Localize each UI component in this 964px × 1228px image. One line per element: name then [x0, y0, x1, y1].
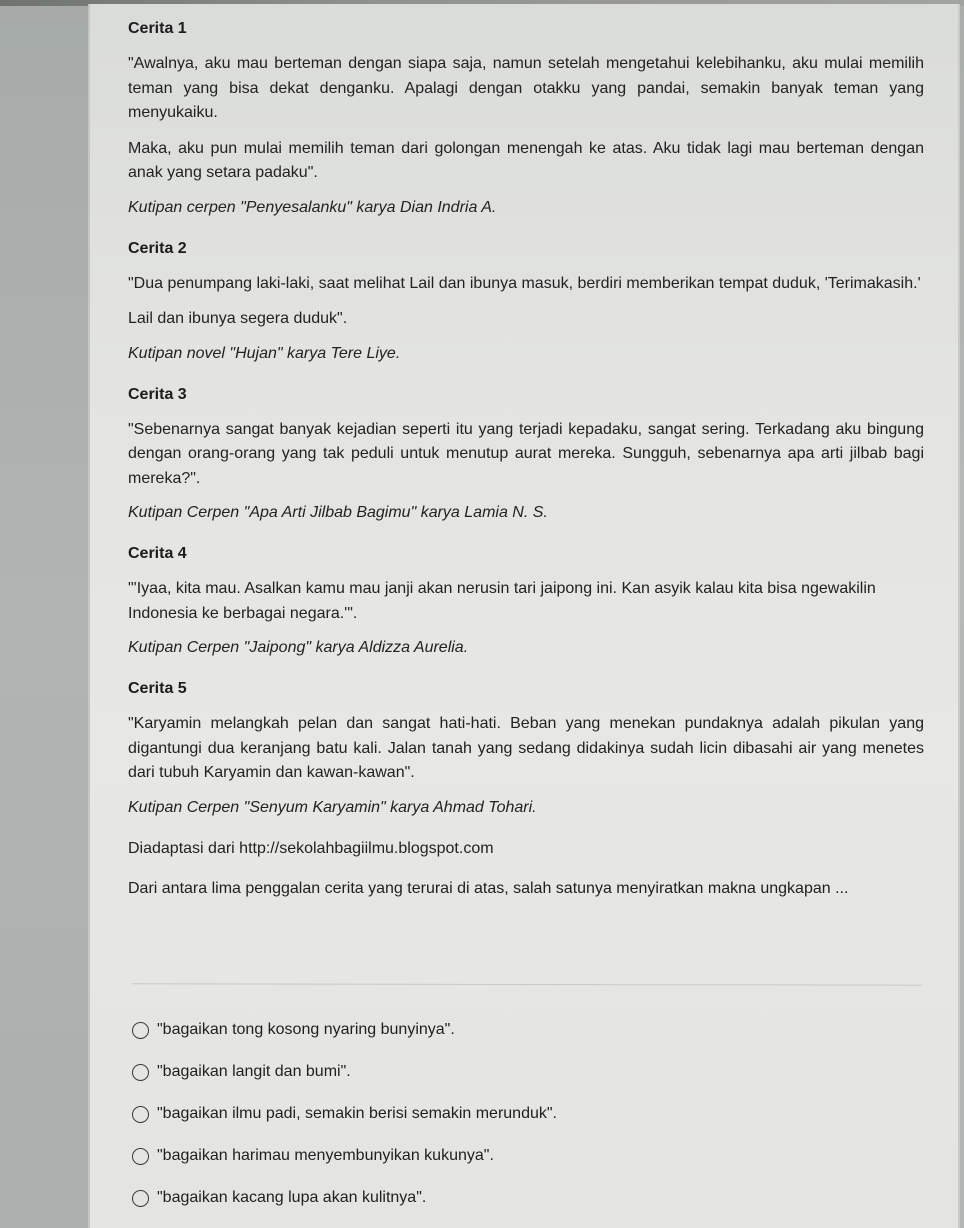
question-divider: [132, 983, 922, 985]
story-title: Cerita 5: [128, 680, 187, 697]
story-title: Cerita 2: [128, 239, 187, 257]
answer-option-2[interactable]: [132, 1051, 832, 1093]
answer-option-5[interactable]: [132, 1177, 832, 1219]
story-title: Cerita 1: [128, 20, 187, 37]
story-paragraph: "'Iyaa, kita mau. Asalkan kamu mau janji akan nerusin tari jaipong ini. Kan asyik kalau kita bisa ngewakilin Indonesia ke berbagai negara.'".: [128, 580, 876, 622]
story-citation: Kutipan novel "Hujan" karya Tere Liye.: [128, 344, 401, 362]
radio-button-icon[interactable]: [132, 1064, 149, 1081]
story-paragraph: "Dua penumpang laki-laki, saat melihat Lail dan ibunya masuk, berdiri memberikan tempat duduk, 'Terimakasih.': [128, 274, 921, 292]
answer-option-label: "bagaikan langit dan bumi".: [157, 1063, 351, 1080]
radio-button-icon[interactable]: [132, 1190, 149, 1207]
story-paragraph: Maka, aku pun mulai memilih teman dari golongan menengah ke atas. Aku tidak lagi mau berteman dengan anak yang setara padaku".: [128, 139, 924, 181]
answer-option-label: "bagaikan ilmu padi, semakin berisi semakin merunduk".: [157, 1105, 557, 1122]
story-paragraph: "Sebenarnya sangat banyak kejadian seperti itu yang terjadi kepadaku, sangat sering. Terkadang aku bingung dengan orang-orang yang tak peduli untuk menutup aurat mereka. Sungguh, sebenarnya apa arti jilbab bagi mereka?".: [128, 420, 924, 487]
radio-button-icon[interactable]: [132, 1106, 149, 1123]
answer-option-3[interactable]: [132, 1093, 832, 1135]
source-attribution: Diadaptasi dari http://sekolahbagiilmu.blogspot.com: [128, 839, 494, 857]
story-title: Cerita 3: [128, 385, 187, 403]
question-prompt: Dari antara lima penggalan cerita yang terurai di atas, salah satunya menyiratkan makna ungkapan ...: [128, 879, 849, 897]
story-citation: Kutipan Cerpen "Jaipong" karya Aldizza Aurelia.: [128, 639, 469, 656]
radio-button-icon[interactable]: [132, 1148, 149, 1165]
answer-options: [132, 1009, 832, 1219]
story-2: [128, 238, 924, 365]
story-citation: Kutipan Cerpen "Apa Arti Jilbab Bagimu" karya Lamia N. S.: [128, 504, 548, 521]
question-content: [128, 18, 924, 900]
story-title: Cerita 4: [128, 545, 187, 562]
answer-option-label: "bagaikan kacang lupa akan kulitnya".: [157, 1189, 427, 1206]
story-citation: Kutipan cerpen "Penyesalanku" karya Dian Indria A.: [128, 198, 497, 216]
story-paragraph: "Karyamin melangkah pelan dan sangat hati-hati. Beban yang menekan pundaknya adalah pikulan yang digantungi dua keranjang batu kali. Jalan tanah yang sedang didakinya sudah licin dibasahi air yang menetes dari tubuh Karyamin dan kawan-kawan".: [128, 715, 924, 781]
quiz-question-panel: [88, 4, 960, 1228]
radio-button-icon[interactable]: [132, 1022, 149, 1039]
story-4: [128, 543, 924, 659]
answer-option-1[interactable]: [132, 1009, 832, 1051]
story-paragraph: "Awalnya, aku mau berteman dengan siapa saja, namun setelah mengetahui kelebihanku, aku mulai memilih teman yang bisa dekat denganku. Apalagi dengan otakku yang pandai, semakin banyak teman yang menyukaiku.: [128, 55, 924, 121]
story-paragraph: Lail dan ibunya segera duduk".: [128, 310, 348, 327]
answer-option-label: "bagaikan harimau menyembunyikan kukunya".: [157, 1147, 494, 1164]
answer-option-label: "bagaikan tong kosong nyaring bunyinya".: [157, 1021, 455, 1038]
story-5: [128, 678, 924, 819]
story-1: [128, 18, 924, 219]
left-page-margin: [0, 6, 88, 1228]
story-3: [128, 384, 924, 525]
story-citation: Kutipan Cerpen "Senyum Karyamin" karya Ahmad Tohari.: [128, 798, 537, 816]
answer-option-4[interactable]: [132, 1135, 832, 1177]
